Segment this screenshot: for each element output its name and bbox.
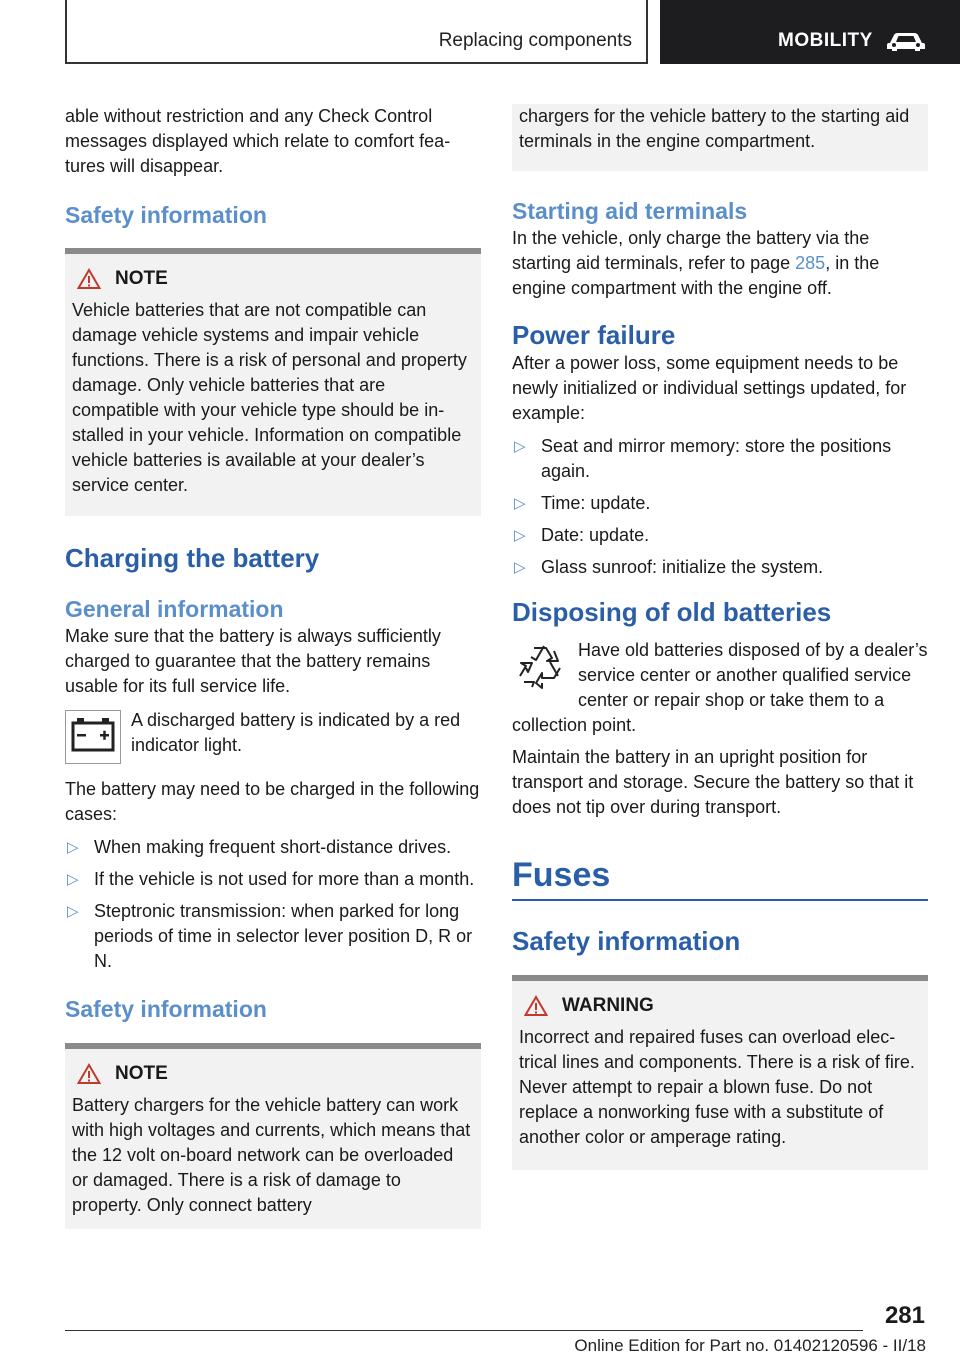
list-item: ▷ Glass sunroof: initialize the system. (512, 555, 928, 580)
list-item: ▷ Time: update. (512, 491, 928, 516)
warning-label: WARNING (562, 995, 654, 1016)
triangle-bullet-icon: ▷ (514, 559, 526, 576)
disposing-block (512, 638, 928, 738)
list-item: ▷ If the vehicle is not used for more than a month. (65, 867, 481, 892)
warning-text: Incorrect and repaired fuses can overload electrical lines and components. There is a risk of fire. Never attempt to repair a blown fuse. Do not replace a nonworking fuse with a substitute of another color or amperage rating. (519, 1027, 915, 1147)
battery-icon (65, 710, 121, 764)
note-box-bar (65, 248, 481, 254)
triangle-bullet-icon: ▷ (514, 527, 526, 544)
triangle-bullet-icon: ▷ (514, 495, 526, 512)
disposing-text: Have old batteries disposed of by a dealer’s service center or another qualified service center or repair shop or take them to a collection point. (512, 640, 928, 735)
footer-rule (65, 1330, 863, 1331)
triangle-bullet-icon: ▷ (67, 871, 79, 888)
charging-heading: Charging the battery (65, 543, 320, 573)
right-column (512, 104, 928, 1170)
cases-list (65, 835, 481, 974)
fuses-rule (512, 899, 928, 901)
left-column (65, 104, 481, 1229)
note-box-bar (65, 1043, 481, 1049)
power-failure-heading: Power failure (512, 320, 676, 350)
note-box (65, 248, 481, 516)
list-item: ▷ When making frequent short-distance drives. (65, 835, 481, 860)
recycling-icon (514, 642, 566, 694)
fuses-safety-heading: Safety information (512, 926, 741, 956)
general-info-heading: General information (65, 596, 284, 622)
chapter-tab (660, 0, 960, 64)
warning-header (524, 993, 928, 1019)
note-box-continued (512, 104, 928, 171)
section-title: Replacing components (438, 30, 632, 51)
list-item: ▷ Date: update. (512, 523, 928, 548)
note-box-2 (65, 1043, 481, 1229)
warning-triangle-icon (77, 268, 101, 290)
starting-aid-heading: Starting aid terminals (512, 198, 748, 224)
power-failure-list (512, 434, 928, 580)
starting-aid-text: In the vehicle, only charge the battery via the starting aid terminals, refer to page 285, in the engine compartment with the engine off. (512, 228, 880, 298)
indicator-row (65, 708, 481, 768)
warning-box (512, 975, 928, 1170)
power-failure-text: After a power loss, some equipment needs to be newly initialized or individual settings updated, for example: (512, 353, 907, 423)
general-info-text: Make sure that the battery is always sufficiently charged to guarantee that the battery remains usable for its full service life. (65, 626, 441, 696)
note-text: Vehicle batteries that are not compatible can damage vehicle systems and impair vehicle functions. There is a risk of personal and property damage. Only vehicle batteries that are compatible with your vehicle type should be installed in your vehicle. Information on compatible vehicle batteries is available at your dealer’s service center. (72, 300, 467, 495)
note-header (77, 266, 481, 292)
car-icon (886, 30, 926, 52)
safety-info-heading-2: Safety information (65, 996, 267, 1022)
page-number: 281 (884, 1302, 925, 1329)
triangle-bullet-icon: ▷ (67, 903, 79, 920)
note-label: NOTE (115, 268, 168, 289)
maintain-text: Maintain the battery in an upright position for transport and storage. Secure the battery so that it does not tip over during transport. (512, 747, 914, 817)
header-section-box (65, 0, 648, 64)
note-text-continued: chargers for the vehicle battery to the starting aid terminals in the engine compartment. (519, 106, 910, 151)
list-item: ▷ Steptronic transmission: when parked for long periods of time in selector lever position D, R or N. (67, 901, 473, 971)
intro-paragraph: able without restriction and any Check Control messages displayed which relate to comfort features will disappear. (65, 106, 451, 176)
note-header (77, 1061, 481, 1087)
page-link[interactable]: 285 (795, 253, 826, 273)
fuses-heading: Fuses (512, 856, 611, 894)
safety-info-heading: Safety information (65, 202, 267, 228)
note-text: Battery chargers for the vehicle battery can work with high voltages and currents, which means that the 12 volt on-board network can be overloaded or damaged. There is a risk of damage to property. Only connect battery (72, 1095, 471, 1215)
disposing-heading: Disposing of old batteries (512, 597, 832, 627)
triangle-bullet-icon: ▷ (67, 839, 79, 856)
list-item: ▷ Seat and mirror memory: store the positions again. (514, 436, 892, 481)
warning-triangle-icon (524, 995, 548, 1017)
edition-text: Online Edition for Part no. 01402120596 - II/18 (574, 1336, 926, 1355)
note-label: NOTE (115, 1063, 168, 1084)
chapter-title: MOBILITY (778, 30, 873, 51)
indicator-text: A discharged battery is indicated by a red indicator light. (131, 710, 461, 755)
warning-triangle-icon (77, 1063, 101, 1085)
triangle-bullet-icon: ▷ (514, 438, 526, 455)
cases-intro: The battery may need to be charged in the following cases: (65, 779, 480, 824)
warning-box-bar (512, 975, 928, 981)
